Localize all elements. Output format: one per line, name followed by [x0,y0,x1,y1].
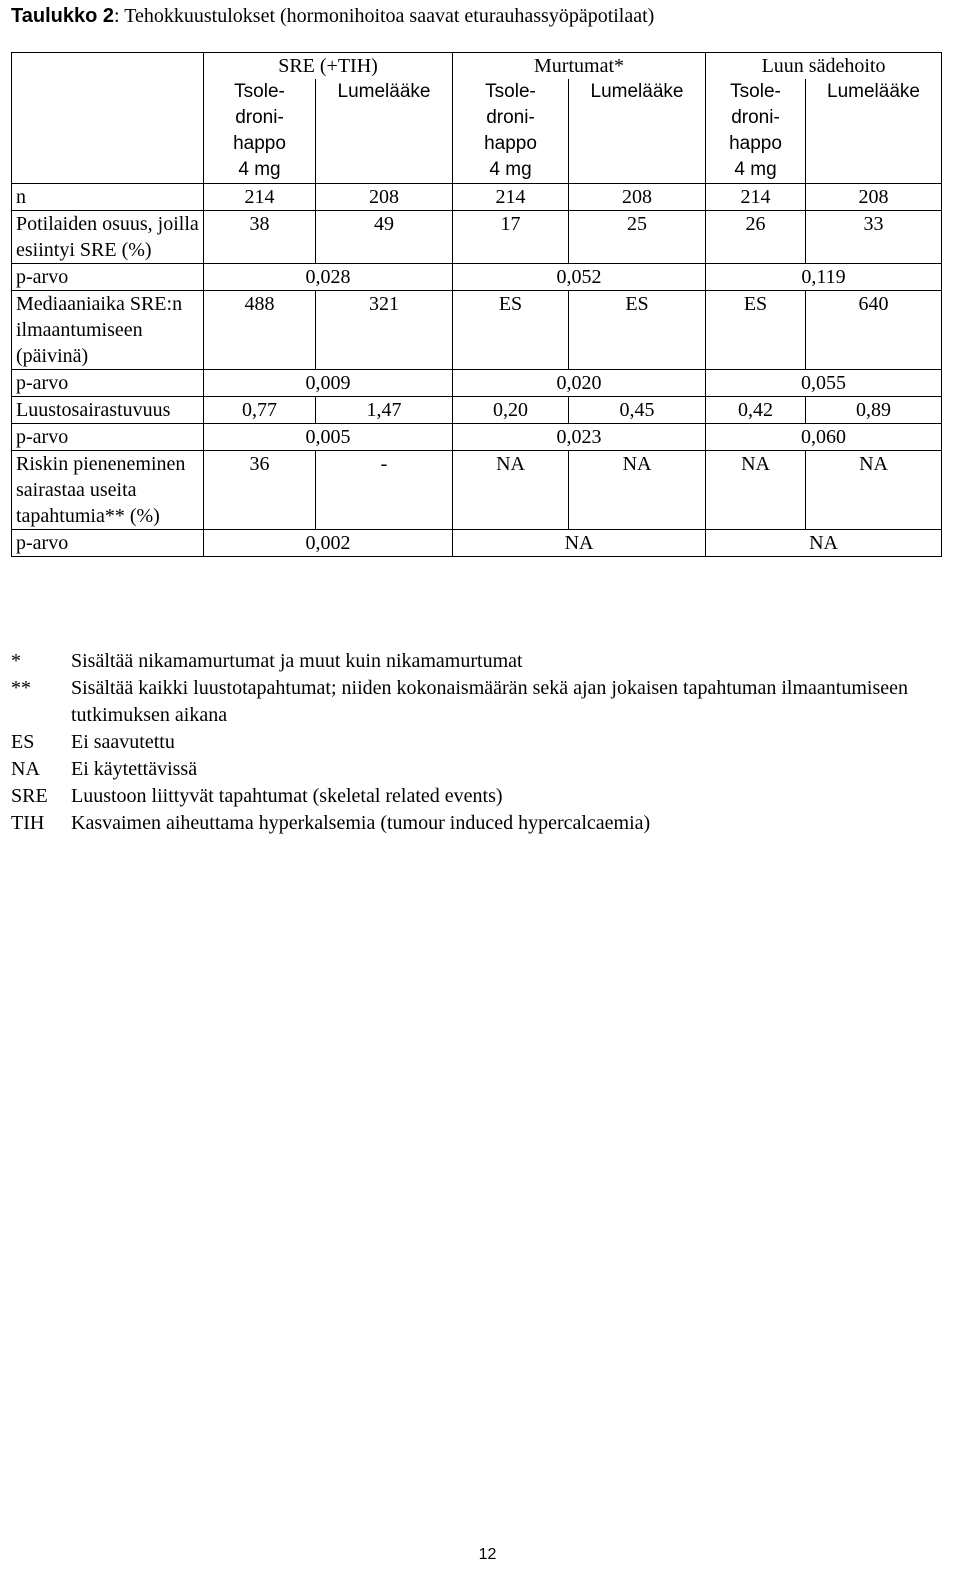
footnote-text: Kasvaimen aiheuttama hyperkalsemia (tumour induced hypercalcaemia) [71,812,651,834]
table-row [12,184,942,211]
arm-header: Tsole- droni- happo 4 mg [204,79,316,184]
table-cell: 214 [706,184,806,211]
footnote-key: ES [11,731,35,753]
table-row [12,211,942,264]
footnote-key: TIH [11,812,45,834]
table-cell: 0,77 [204,397,316,424]
table-cell: - [316,451,453,530]
table-row [12,53,942,80]
footnote-key: SRE [11,785,48,807]
footnote-text: Ei käytettävissä [71,758,198,780]
p-value-cell: 0,009 [204,370,453,397]
footnote [11,729,931,756]
table-row [12,79,942,184]
footnote-text: Ei saavutettu [71,731,175,753]
arm-header: Lumelääke [806,79,942,184]
table-cell: ES [453,291,569,370]
table-cell: 214 [453,184,569,211]
row-label: Potilaiden osuus, joilla esiintyi SRE (%) [12,211,204,264]
group-header: Murtumat* [453,53,706,80]
page-number: 12 [478,1546,497,1563]
table-cell: 17 [453,211,569,264]
table-cell: NA [569,451,706,530]
arm-header: Tsole- droni- happo 4 mg [453,79,569,184]
row-label: n [12,184,204,211]
footnote [11,756,931,783]
table-cell: 214 [204,184,316,211]
row-label: Mediaaniaika SRE:n ilmaantumiseen (päivinä) [12,291,204,370]
row-label: Riskin pieneneminen sairastaa useita tapahtumia** (%) [12,451,204,530]
table-caption [11,4,654,28]
table-cell: 49 [316,211,453,264]
table-cell: 25 [569,211,706,264]
p-value-cell: 0,002 [204,530,453,557]
table-cell: 36 [204,451,316,530]
table-cell: 33 [806,211,942,264]
table-row [12,264,942,291]
row-label: p-arvo [12,424,204,451]
footnote [11,675,931,729]
table-cell: 640 [806,291,942,370]
table-cell: ES [569,291,706,370]
arm-header: Lumelääke [569,79,706,184]
p-value-cell: 0,055 [706,370,942,397]
p-value-cell: 0,020 [453,370,706,397]
row-label: p-arvo [12,370,204,397]
table-row [12,397,942,424]
footnote-key: ** [11,677,31,699]
row-label: Luustosairastuvuus [12,397,204,424]
table-cell: 208 [316,184,453,211]
p-value-cell: 0,028 [204,264,453,291]
table-cell: 1,47 [316,397,453,424]
table-cell: 0,45 [569,397,706,424]
table-row [12,370,942,397]
table-cell: NA [806,451,942,530]
table-cell: 38 [204,211,316,264]
table-cell: 208 [806,184,942,211]
caption-text: : Tehokkuustulokset (hormonihoitoa saavat eturauhassyöpäpotilaat) [114,5,655,27]
arm-header: Tsole- droni- happo 4 mg [706,79,806,184]
footnote [11,810,931,837]
p-value-cell: NA [453,530,706,557]
footnote-text: Sisältää nikamamurtumat ja muut kuin nikamamurtumat [71,650,523,672]
corner-cell [12,53,204,80]
group-header: Luun sädehoito [706,53,942,80]
table-cell: 208 [569,184,706,211]
table-row [12,291,942,370]
table-row [12,451,942,530]
footnote [11,648,931,675]
table-cell: NA [706,451,806,530]
footnote [11,783,931,810]
corner-cell [12,79,204,184]
p-value-cell: 0,060 [706,424,942,451]
table-cell: NA [453,451,569,530]
table-cell: ES [706,291,806,370]
table-cell: 0,20 [453,397,569,424]
table-cell: 488 [204,291,316,370]
p-value-cell: 0,005 [204,424,453,451]
p-value-cell: 0,052 [453,264,706,291]
footnote-text: Sisältää kaikki luustotapahtumat; niiden kokonaismäärän sekä ajan jokaisen tapahtuman ilmaantumiseen tutkimuksen aikana [71,677,908,726]
table-row [12,424,942,451]
row-label: p-arvo [12,264,204,291]
p-value-cell: 0,119 [706,264,942,291]
p-value-cell: 0,023 [453,424,706,451]
table-row [12,530,942,557]
efficacy-results-table [11,52,942,557]
footnote-text: Luustoon liittyvät tapahtumat (skeletal related events) [71,785,503,807]
arm-header: Lumelääke [316,79,453,184]
footnote-key: NA [11,758,40,780]
footnotes [11,648,931,837]
table-cell: 26 [706,211,806,264]
p-value-cell: NA [706,530,942,557]
table-cell: 321 [316,291,453,370]
row-label: p-arvo [12,530,204,557]
footnote-key: * [11,650,21,672]
table-cell: 0,42 [706,397,806,424]
caption-label: Taulukko 2 [11,5,114,27]
table-cell: 0,89 [806,397,942,424]
group-header: SRE (+TIH) [204,53,453,80]
